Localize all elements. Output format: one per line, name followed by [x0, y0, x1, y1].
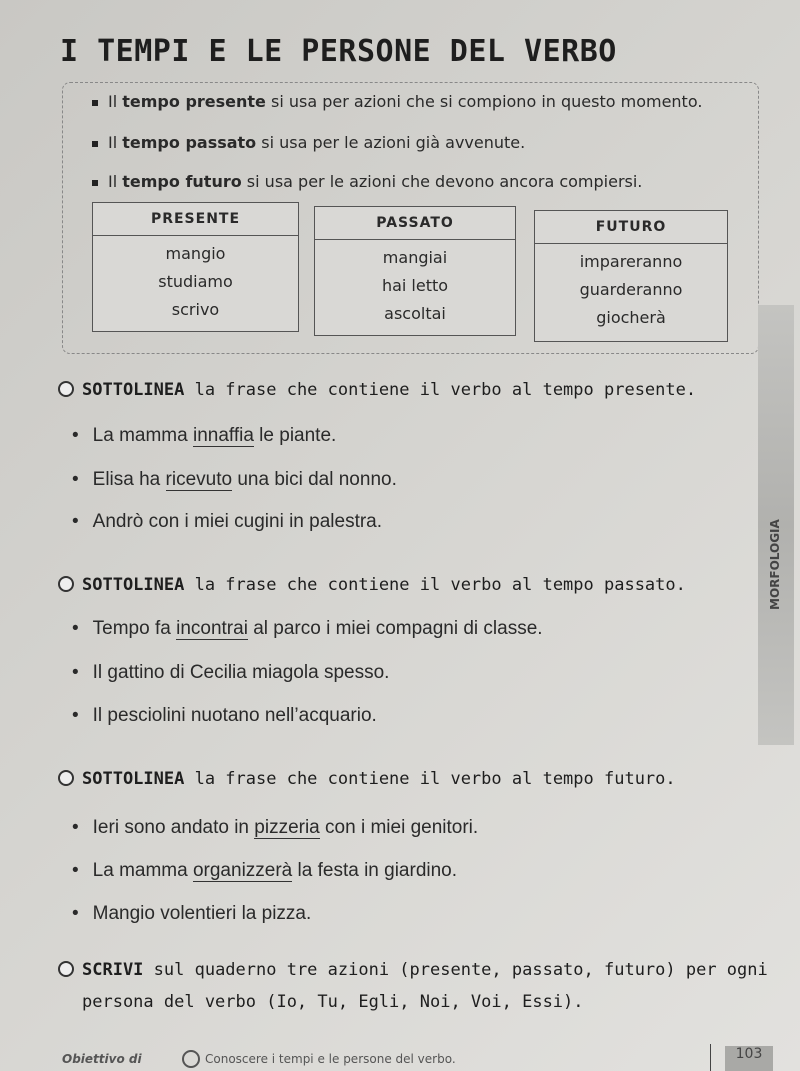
exercise-circle-icon	[58, 961, 74, 977]
bullet-icon	[92, 100, 98, 106]
table-cell: hai letto	[381, 276, 449, 295]
table-header: PASSATO	[315, 207, 515, 240]
exercise-2-sentence[interactable]: • Il pesciolini nuotano nell’acquario.	[72, 705, 377, 726]
target-icon	[182, 1050, 200, 1068]
rule-present: Il tempo presente si usa per azioni che si compiono in questo momento.	[92, 92, 702, 111]
exercise-1-sentence[interactable]: • Elisa ha ricevuto una bici dal nonno.	[72, 469, 397, 490]
page-number: 103	[725, 1046, 773, 1071]
exercise-2-sentence[interactable]: • Tempo fa incontrai al parco i miei compagni di classe.	[72, 618, 543, 639]
bullet-icon	[92, 180, 98, 186]
table-presente	[92, 202, 299, 332]
table-header: PRESENTE	[93, 203, 298, 236]
table-cell: guarderanno	[579, 280, 683, 299]
bullet-icon	[92, 141, 98, 147]
rule-past: Il tempo passato si usa per le azioni già avvenute.	[92, 133, 525, 152]
rule-future: Il tempo futuro si usa per le azioni che devono ancora compiersi.	[92, 172, 642, 191]
table-cell: ascoltai	[384, 304, 446, 323]
exercise-2-sentence[interactable]: • Il gattino di Cecilia miagola spesso.	[72, 662, 390, 683]
footer-label: Obiettivo di	[62, 1052, 142, 1066]
exercise-1-instruction: SOTTOLINEA la frase che contiene il verbo al tempo presente.	[58, 380, 696, 400]
table-cell: impareranno	[579, 252, 683, 271]
table-cell: mangiai	[382, 248, 448, 267]
table-cell: scrivo	[171, 300, 220, 319]
table-cell: studiamo	[158, 272, 233, 291]
exercise-1-sentence[interactable]: • Andrò con i miei cugini in palestra.	[72, 511, 383, 532]
table-cell: mangio	[165, 244, 226, 263]
exercise-3-sentence[interactable]: • Mangio volentieri la pizza.	[72, 903, 312, 924]
table-futuro	[534, 210, 728, 342]
exercise-circle-icon	[58, 770, 74, 786]
exercise-1-sentence[interactable]: • La mamma innaffia le piante.	[72, 425, 337, 446]
write-instruction: SCRIVI sul quaderno tre azioni (presente, passato, futuro) per ogni	[58, 960, 768, 980]
table-cell: giocherà	[596, 308, 666, 327]
side-tab-label: MORFOLOGIA	[768, 519, 782, 610]
table-header: FUTURO	[535, 211, 727, 244]
exercise-2-instruction: SOTTOLINEA la frase che contiene il verbo al tempo passato.	[58, 575, 686, 595]
write-instruction-line2: persona del verbo (Io, Tu, Egli, Noi, Voi, Essi).	[82, 992, 584, 1012]
page-title: I TEMPI E LE PERSONE DEL VERBO	[60, 34, 617, 69]
exercise-3-sentence[interactable]: • La mamma organizzerà la festa in giardino.	[72, 860, 458, 881]
divider	[710, 1044, 711, 1071]
exercise-circle-icon	[58, 576, 74, 592]
table-passato	[314, 206, 516, 336]
exercise-circle-icon	[58, 381, 74, 397]
footer-objective: Conoscere i tempi e le persone del verbo.	[205, 1052, 456, 1066]
exercise-3-instruction: SOTTOLINEA la frase che contiene il verbo al tempo futuro.	[58, 769, 676, 789]
section-side-tab	[758, 305, 794, 745]
exercise-3-sentence[interactable]: • Ieri sono andato in pizzeria con i miei genitori.	[72, 817, 479, 838]
